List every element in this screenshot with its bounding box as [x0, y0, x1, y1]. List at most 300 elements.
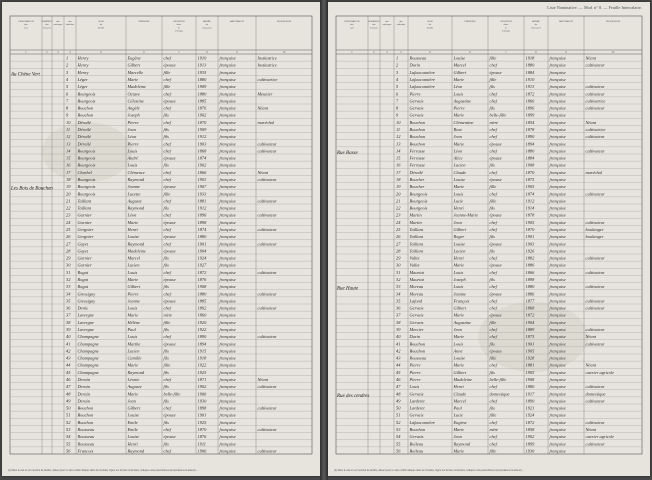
census-cell: française — [549, 448, 566, 454]
census-cell: française — [219, 341, 236, 347]
census-cell: française — [549, 169, 566, 175]
census-cell: Larderet — [409, 405, 425, 411]
census-cell: Marie — [453, 426, 465, 432]
column-header: des — [385, 21, 389, 23]
census-cell: 1920 — [197, 319, 207, 325]
census-cell: Henry — [77, 55, 89, 61]
census-cell: 1904 — [197, 248, 207, 254]
census-cell: fils — [163, 134, 169, 140]
individual-number: 54 — [396, 434, 401, 440]
census-cell: 1921 — [525, 405, 535, 411]
census-cell: Jean — [453, 134, 462, 140]
census-cell: 1918 — [197, 355, 207, 361]
census-cell: Lafauconnière — [409, 69, 435, 75]
census-cell: Lucette — [127, 191, 141, 197]
census-cell: Pierre — [127, 119, 139, 125]
census-cell: épouse — [489, 348, 502, 354]
individual-number: 30 — [396, 262, 401, 268]
census-cell: Gilbert — [127, 284, 141, 290]
census-cell: Mercier — [409, 326, 424, 332]
individual-number: 34 — [396, 291, 401, 297]
census-cell: 1922 — [197, 362, 207, 368]
individual-number: 21 — [66, 198, 71, 204]
census-cell: fille — [163, 69, 171, 75]
census-cell: Alice — [453, 155, 463, 161]
census-cell: française — [219, 105, 236, 111]
column-header: famille — [426, 27, 434, 30]
census-cell: Champagne — [77, 341, 99, 347]
census-cell: cultivateur — [585, 419, 605, 425]
census-cell: Gressigny — [77, 291, 96, 297]
census-cell: 1880 — [525, 62, 535, 68]
individual-number: 51 — [396, 412, 401, 418]
census-cell: Gervais — [409, 434, 424, 440]
census-cell: française — [219, 326, 236, 332]
census-cell: Eugène — [453, 419, 467, 425]
census-cell: 1871 — [197, 376, 207, 382]
census-cell: Joseph — [127, 112, 140, 118]
census-cell: 1886 — [525, 262, 535, 268]
census-cell: chef — [489, 398, 497, 404]
census-cell: Rousseau — [77, 441, 95, 447]
census-cell: fils — [163, 284, 169, 290]
individual-number: 13 — [396, 141, 401, 147]
census-cell: Bouchon — [77, 112, 94, 118]
individual-number: 4 — [396, 76, 399, 82]
census-cell: française — [219, 212, 236, 218]
census-cell: Jeanne — [453, 291, 466, 297]
individual-number: 9 — [66, 112, 69, 118]
column-number: 2 — [46, 51, 48, 54]
census-cell: chef — [489, 419, 497, 425]
census-cell: épouse — [489, 176, 502, 182]
census-cell: Emile — [127, 426, 138, 432]
individual-number: 23 — [396, 212, 401, 218]
individual-number: 44 — [66, 362, 71, 368]
census-cell: 1874 — [525, 191, 535, 197]
census-cell: épouse — [163, 234, 176, 240]
census-cell: Gilbert — [453, 226, 467, 232]
column-number: 8 — [206, 51, 208, 54]
column-header: maisons — [369, 27, 379, 30]
census-cell: Louise — [127, 234, 140, 240]
census-cell: française — [549, 291, 566, 297]
column-number: 4 — [400, 51, 402, 54]
census-cell: Louis — [453, 91, 464, 97]
census-cell: française — [219, 441, 236, 447]
census-cell: Dérailé — [77, 134, 91, 140]
census-cell: 1898 — [197, 219, 207, 225]
census-cell: chef — [163, 426, 171, 432]
census-cell: française — [219, 84, 236, 90]
individual-number: 10 — [396, 119, 401, 125]
census-cell: Louis — [453, 284, 464, 290]
census-cell: française — [219, 148, 236, 154]
census-cell: 1907 — [197, 184, 207, 190]
census-cell: fils — [489, 405, 495, 411]
census-cell: Marie — [453, 184, 465, 190]
column-header: le — [178, 27, 180, 30]
census-cell: 1898 — [525, 276, 535, 282]
census-cell: chef — [489, 169, 497, 175]
individual-number: 49 — [396, 398, 401, 404]
census-cell: épouse — [163, 184, 176, 190]
census-cell: française — [219, 255, 236, 261]
census-cell: chef — [163, 226, 171, 232]
individual-number: 6 — [396, 91, 399, 97]
census-cell: 1889 — [525, 326, 535, 332]
census-cell: 1878 — [525, 126, 535, 132]
column-number: 4 — [69, 51, 71, 54]
census-cell: française — [219, 98, 236, 104]
individual-number: 2 — [396, 62, 399, 68]
census-cell: épouse — [163, 219, 176, 225]
census-cell: fils — [489, 105, 495, 111]
census-cell: Moreau — [409, 284, 424, 290]
census-cell: Mauriat — [409, 269, 424, 275]
census-cell: Marie — [453, 262, 465, 268]
census-cell: chef — [489, 362, 497, 368]
census-cell: française — [219, 448, 236, 454]
census-cell: Lucie — [453, 412, 464, 418]
individual-number: 34 — [66, 291, 71, 297]
census-cell: cultivateur — [257, 305, 277, 311]
column-number: 6 — [143, 51, 145, 54]
census-cell: Gergnier — [77, 226, 94, 232]
census-cell: 1924 — [197, 255, 207, 261]
census-cell: Martin — [409, 212, 422, 218]
column-header: individus — [396, 24, 406, 27]
census-cell: Néant — [257, 376, 268, 382]
census-cell: française — [219, 76, 236, 82]
census-cell: française — [219, 334, 236, 340]
census-cell: française — [549, 141, 566, 147]
census-cell: cultivateur — [257, 212, 277, 218]
column-header: SITUATION — [173, 21, 185, 23]
individual-number: 9 — [396, 112, 399, 118]
census-cell: française — [219, 312, 236, 318]
census-cell: chef — [489, 305, 497, 311]
column-header: maisons — [42, 27, 52, 30]
census-cell: fils — [163, 262, 169, 268]
census-cell: Léger — [77, 84, 88, 90]
census-cell: 1876 — [197, 105, 207, 111]
census-cell: Bouchon — [77, 405, 94, 411]
census-cell: Marie — [127, 362, 139, 368]
census-cell: 1930 — [197, 398, 207, 404]
census-cell: Jean — [453, 434, 462, 440]
census-cell: Bourgeois — [77, 98, 96, 104]
census-cell: Louise — [453, 241, 466, 247]
census-cell: épouse — [163, 341, 176, 347]
census-cell: française — [219, 219, 236, 225]
left-page — [2, 2, 320, 476]
census-cell: Bourgeois — [77, 148, 96, 154]
individual-number: 56 — [66, 448, 71, 454]
census-cell: Rogat — [77, 284, 88, 290]
individual-number: 17 — [396, 169, 401, 175]
census-cell: Célestine — [127, 98, 144, 104]
individual-number: 39 — [66, 326, 71, 332]
census-cell: Bourgeois — [409, 191, 428, 197]
census-cell: 1910 — [197, 55, 207, 61]
census-cell: Bouchon — [409, 426, 426, 432]
census-cell: française — [549, 441, 566, 447]
census-cell: Eugène — [127, 55, 141, 61]
census-cell: chef — [163, 176, 171, 182]
census-cell: Pierre — [127, 141, 139, 147]
census-cell: fille — [489, 76, 497, 82]
census-cell: française — [549, 305, 566, 311]
individual-number: 19 — [66, 184, 71, 190]
column-number: 5 — [100, 51, 102, 54]
census-cell: 1872 — [197, 269, 207, 275]
census-cell: cultivateur — [585, 84, 605, 90]
census-cell: Louis — [127, 148, 138, 154]
census-cell: française — [219, 269, 236, 275]
column-number: 2 — [373, 51, 375, 54]
census-cell: 1927 — [197, 262, 207, 268]
column-header: naissance — [531, 27, 541, 30]
individual-number: 7 — [396, 98, 399, 104]
census-cell: Marie — [127, 312, 139, 318]
individual-number: 44 — [396, 362, 401, 368]
individual-number: 54 — [66, 434, 71, 440]
census-cell: Bouchon — [409, 119, 426, 125]
census-cell: 1880 — [197, 234, 207, 240]
column-header: ménages — [53, 24, 63, 27]
census-cell: Derain — [77, 398, 90, 404]
census-cell: 1884 — [525, 155, 535, 161]
census-cell: mère — [163, 312, 173, 318]
census-cell: française — [549, 126, 566, 132]
census-cell: Bourgeois — [77, 91, 96, 97]
census-cell: cultivateur — [585, 398, 605, 404]
census-cell: française — [219, 412, 236, 418]
individual-number: 38 — [66, 319, 71, 325]
census-cell: 1901 — [197, 412, 207, 418]
column-header: des — [372, 24, 376, 27]
census-cell: française — [549, 334, 566, 340]
census-cell: française — [219, 384, 236, 390]
census-cell: 1876 — [197, 276, 207, 282]
census-cell: fils — [163, 205, 169, 211]
census-cell: 1905 — [525, 369, 535, 375]
census-cell: française — [219, 419, 236, 425]
census-cell: française — [219, 241, 236, 247]
census-cell: Louise — [127, 412, 140, 418]
census-cell: française — [549, 241, 566, 247]
census-cell: cultivateur — [257, 198, 277, 204]
column-number: 9 — [565, 51, 567, 54]
census-cell: Camille — [127, 355, 142, 361]
census-cell: fils — [489, 276, 495, 282]
census-cell: fils — [163, 112, 169, 118]
right-footnote: (1) Dans le cas où un membre de famille, absent pour un des motifs indiqués dans la circulaire, figure sur la liste nominative, indiquer entre parenthèses (temporairement absent) ... — [334, 469, 525, 472]
street-name: Rue Haute — [337, 286, 359, 292]
individual-number: 33 — [396, 284, 401, 290]
census-cell: française — [549, 276, 566, 282]
individual-number: 20 — [396, 191, 401, 197]
census-cell: Raymond — [127, 241, 145, 247]
census-cell: Henry — [77, 69, 89, 75]
census-cell: française — [219, 348, 236, 354]
census-cell: 1911 — [197, 441, 206, 447]
census-cell: 1933 — [197, 191, 207, 197]
census-cell: 1894 — [525, 141, 535, 147]
census-cell: chef — [489, 434, 497, 440]
census-cell: maréchal — [257, 119, 275, 125]
column-header: NUMÉROS — [41, 21, 53, 23]
census-cell: française — [549, 398, 566, 404]
census-cell: 1896 — [197, 212, 207, 218]
census-cell: Néant — [585, 362, 596, 368]
census-cell: Mauriat — [409, 276, 424, 282]
census-cell: fils — [489, 205, 495, 211]
census-cell: 1854 — [525, 119, 535, 125]
census-cell: française — [219, 69, 236, 75]
individual-number: 35 — [396, 298, 401, 304]
census-cell: 1915 — [197, 348, 207, 354]
individual-number: 37 — [66, 312, 71, 318]
individual-number: 20 — [66, 191, 71, 197]
census-cell: cultivateur — [585, 441, 605, 447]
column-number: 1 — [351, 51, 353, 54]
census-cell: française — [549, 119, 566, 125]
census-cell: Pierre — [127, 291, 139, 297]
census-cell: 1901 — [197, 241, 207, 247]
column-header: des — [56, 21, 60, 23]
census-cell: Bouchon — [77, 105, 94, 111]
census-cell: française — [549, 362, 566, 368]
census-cell: 1882 — [525, 255, 535, 261]
census-cell: fils — [489, 84, 495, 90]
census-cell: Moreau — [409, 291, 424, 297]
individual-number: 40 — [66, 334, 71, 340]
census-cell: Louis — [127, 269, 138, 275]
census-cell: 1868 — [197, 148, 207, 154]
census-cell: Gilbert — [453, 305, 467, 311]
census-cell: Hélène — [127, 319, 140, 325]
census-cell: Louise — [453, 55, 466, 61]
census-cell: belle-fille — [489, 112, 507, 118]
census-cell: 1903 — [525, 241, 535, 247]
census-cell: chef — [489, 255, 497, 261]
census-cell: Lucien — [453, 248, 466, 254]
census-cell: chef — [163, 291, 171, 297]
census-cell: chef — [489, 334, 497, 340]
column-number: 10 — [611, 51, 615, 54]
census-cell: épouse — [163, 276, 176, 282]
census-cell: Auguste — [127, 384, 142, 390]
census-cell: 1918 — [525, 55, 535, 61]
census-cell: française — [549, 191, 566, 197]
census-cell: française — [549, 105, 566, 111]
census-cell: 1909 — [197, 126, 207, 132]
census-cell: cultivatrice — [257, 76, 278, 82]
census-cell: Durin — [409, 62, 420, 68]
individual-number: 26 — [66, 234, 71, 240]
census-cell: Henri — [453, 255, 464, 261]
census-cell: 1868 — [525, 305, 535, 311]
census-cell: française — [219, 198, 236, 204]
census-cell: Ferrasse — [409, 148, 426, 154]
census-cell: cultivateur — [585, 91, 605, 97]
census-cell: cultivateur — [585, 298, 605, 304]
census-cell: Jean — [453, 219, 462, 225]
census-cell: 1870 — [197, 426, 207, 432]
column-header: PROFESSION — [605, 21, 621, 23]
census-cell: Taillant — [409, 226, 424, 232]
individual-number: 31 — [396, 269, 401, 275]
census-cell: française — [549, 376, 566, 382]
census-cell: fils — [489, 369, 495, 375]
individual-number: 2 — [66, 62, 69, 68]
census-cell: française — [549, 369, 566, 375]
individual-number: 52 — [66, 419, 71, 425]
census-cell: épouse — [163, 155, 176, 161]
census-cell: cultivateur — [257, 226, 277, 232]
census-cell: française — [219, 262, 236, 268]
census-cell: chef — [163, 448, 171, 454]
census-cell: Jeanne — [127, 184, 140, 190]
census-cell: Vallet — [409, 262, 420, 268]
individual-number: 56 — [396, 448, 401, 454]
census-cell: fils — [163, 419, 169, 425]
census-cell: française — [549, 391, 566, 397]
census-cell: fils — [163, 348, 169, 354]
census-cell: française — [219, 362, 236, 368]
census-cell: cultivateur — [585, 255, 605, 261]
census-cell: 1872 — [525, 419, 535, 425]
census-cell: Henry — [77, 62, 89, 68]
census-cell: Derain — [77, 376, 90, 382]
individual-number: 32 — [66, 276, 71, 282]
census-cell: Garnier — [77, 219, 92, 225]
census-cell: 1901 — [525, 234, 535, 240]
census-cell: Marie — [453, 141, 465, 147]
census-cell: cultivateur — [257, 269, 277, 275]
individual-number: 50 — [66, 405, 71, 411]
census-cell: 1880 — [525, 148, 535, 154]
individual-number: 24 — [396, 219, 401, 225]
census-cell: Marie — [453, 312, 465, 318]
individual-number: 28 — [66, 248, 71, 254]
census-cell: chef — [163, 305, 171, 311]
census-cell: 1910 — [525, 76, 535, 82]
census-cell: Gervais — [409, 105, 424, 111]
individual-number: 23 — [66, 212, 71, 218]
census-cell: 1880 — [197, 91, 207, 97]
census-cell: Taillant — [409, 248, 424, 254]
census-cell: française — [549, 62, 566, 68]
census-cell: Gervais — [409, 98, 424, 104]
column-header: individus — [65, 24, 75, 27]
binding-fold — [320, 0, 328, 480]
census-cell: Jean — [453, 326, 462, 332]
individual-number: 48 — [396, 391, 401, 397]
census-cell: Néant — [257, 169, 268, 175]
census-cell: Auguste — [127, 198, 142, 204]
census-cell: Gervais — [409, 412, 424, 418]
census-cell: fils — [163, 441, 169, 447]
census-cell: domestique — [585, 391, 606, 397]
census-cell: 1874 — [197, 155, 207, 161]
census-cell: Roger — [453, 234, 465, 240]
census-cell: cultivateur — [585, 219, 605, 225]
census-cell: ouvrier agricole — [585, 434, 615, 440]
census-cell: mère — [489, 426, 499, 432]
